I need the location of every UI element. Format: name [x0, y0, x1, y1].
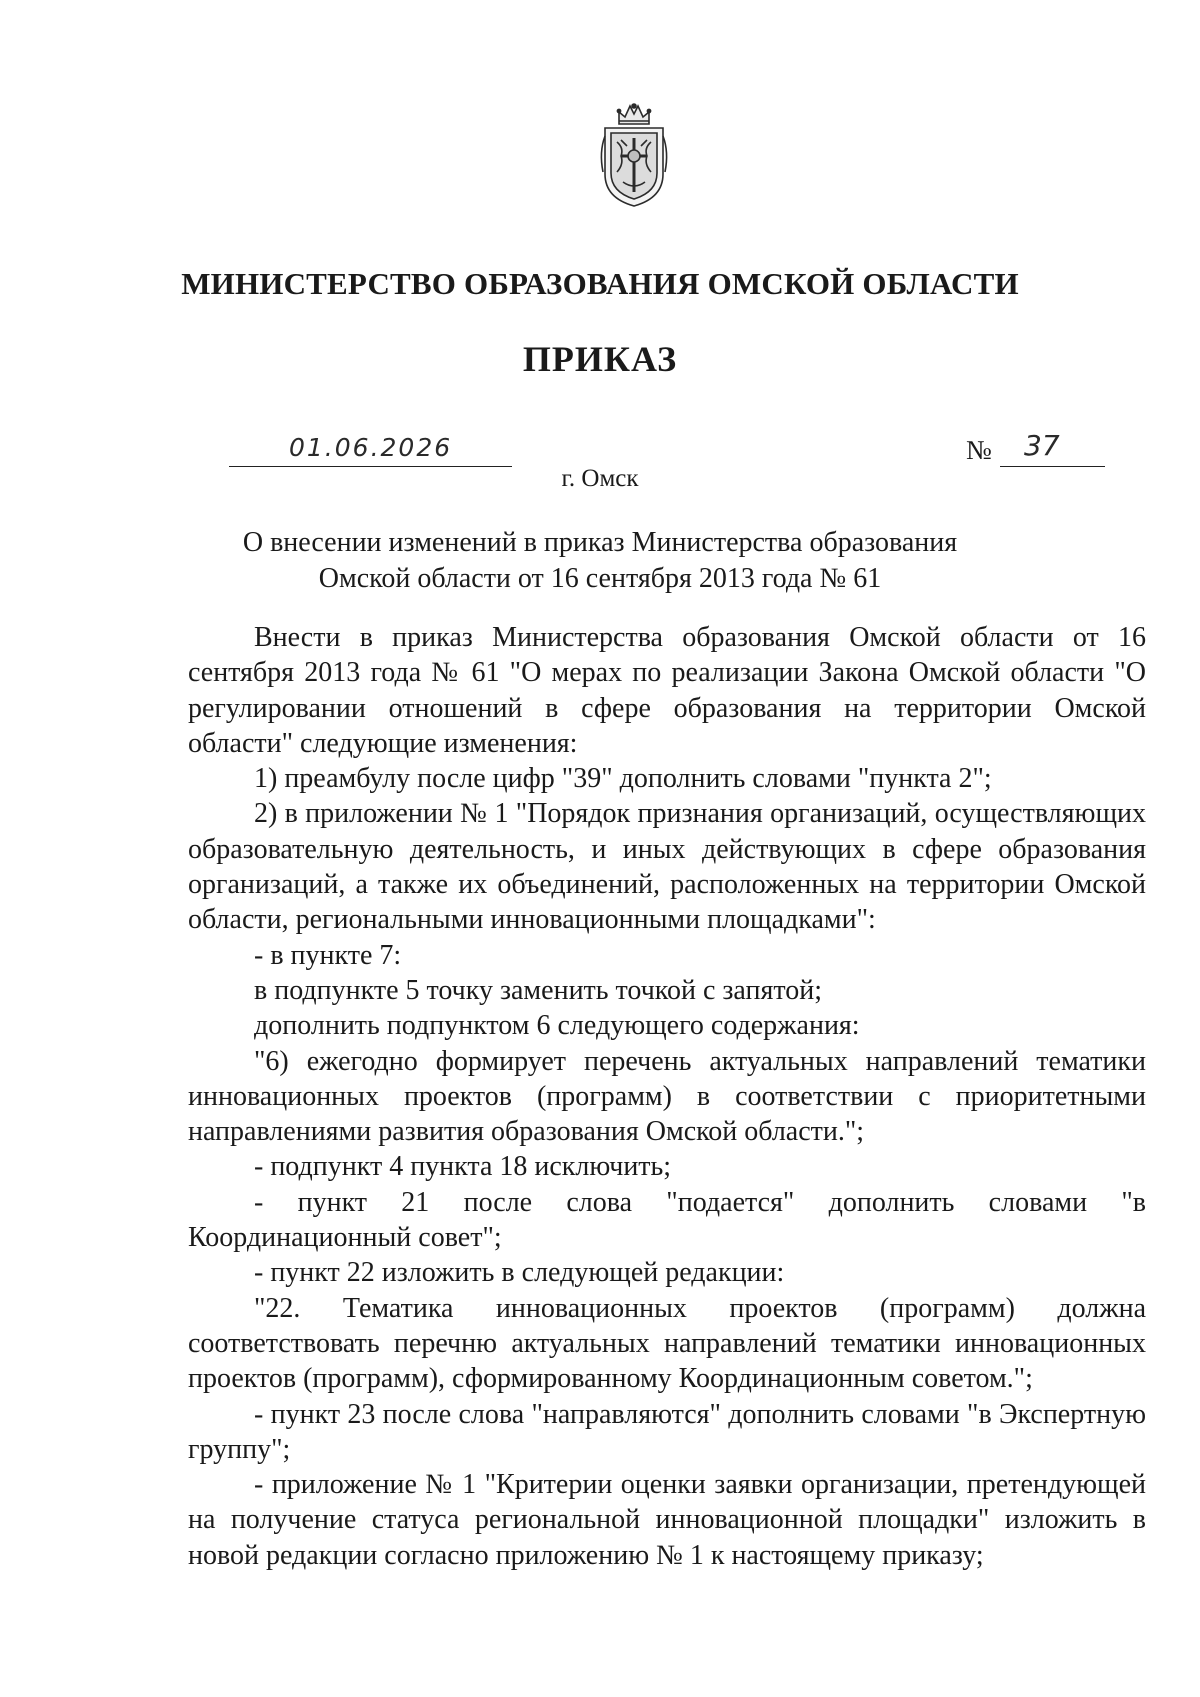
body-paragraph-12: - пункт 23 после слова "направляются" дополнить словами "в Экспертную группу";: [188, 1398, 1146, 1465]
body-paragraph-8: - подпункт 4 пункта 18 исключить;: [254, 1151, 672, 1183]
body-paragraph-10: - пункт 22 изложить в следующей редакции:: [254, 1257, 785, 1289]
body-paragraph-13: - приложение № 1 "Критерии оценки заявки организации, претендующей на получение статуса региональной инновационной площадки" изложить в новой редакции согласно приложению № 1 к настоящему приказу;: [188, 1469, 1146, 1571]
number-label: №: [966, 435, 992, 465]
body-paragraph-7: "6) ежегодно формирует перечень актуальных направлений тематики инновационных проектов (программ) в соответствии с приоритетными направлениями развития образования Омской области.";: [188, 1045, 1146, 1148]
document-body: [188, 620, 1146, 1573]
body-paragraph-5: в подпункте 5 точку заменить точкой с запятой;: [254, 974, 822, 1006]
document-type: ПРИКАЗ: [522, 339, 678, 379]
handwritten-date: 01.06.2026: [289, 433, 453, 462]
ministry-title: МИНИСТЕРСТВО ОБРАЗОВАНИЯ ОМСКОЙ ОБЛАСТИ: [181, 266, 1019, 301]
coat-of-arms-icon: [597, 102, 671, 210]
body-paragraph-3: 2) в приложении № 1 "Порядок признания организаций, осуществляющих образовательную деятельность, и иных действующих в сфере образования организаций, а также их объединений, расположенных на территории Омской области, региональными инновационными площадками":: [188, 798, 1146, 936]
number-field: [1000, 426, 1105, 467]
body-paragraph-1: Внести в приказ Министерства образования Омской области от 16 сентября 2013 года № 61 "О мерах по реализации Закона Омской области "О регулировании отношений в сфере образования на территории Омской области" следующие изменения:: [188, 622, 1146, 759]
handwritten-number: 37: [1024, 429, 1060, 462]
subject-line-1: О внесении изменений в приказ Министерства образования: [242, 527, 958, 558]
body-paragraph-11: "22. Тематика инновационных проектов (программ) должна соответствовать перечню актуальных направлений тематики инновационных проектов (программ), сформированному Координационным советом.";: [188, 1292, 1146, 1395]
subject-line-2: Омской области от 16 сентября 2013 года № 61: [318, 563, 882, 594]
body-paragraph-4: - в пункте 7:: [254, 939, 402, 971]
city: г. Омск: [561, 465, 639, 492]
body-paragraph-6: дополнить подпунктом 6 следующего содержания:: [254, 1010, 860, 1042]
body-paragraph-2: 1) преамбулу после цифр "39" дополнить словами "пункта 2";: [254, 763, 992, 795]
body-paragraph-9: - пункт 21 после слова "подается" дополнить словами "в Координационный совет";: [188, 1186, 1146, 1254]
document-subject: [0, 525, 1200, 597]
date-field: [229, 426, 512, 467]
